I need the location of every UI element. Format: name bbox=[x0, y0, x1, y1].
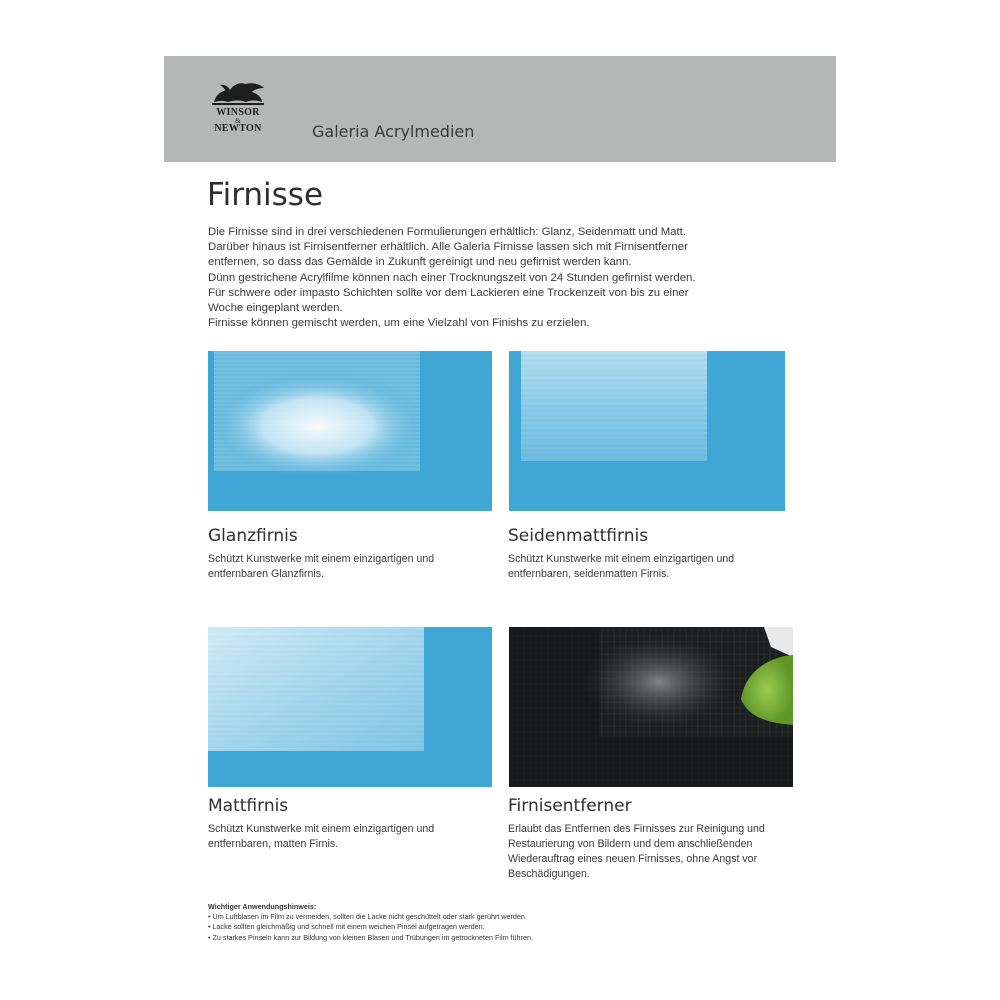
satin-varnish-sample-image bbox=[509, 351, 785, 511]
product-description-firnisentferner bbox=[508, 822, 765, 882]
header-band bbox=[164, 56, 836, 162]
varnish-remover-sample-image bbox=[509, 627, 793, 787]
description-line: Restaurierung von Bildern und dem anschließenden bbox=[508, 838, 753, 850]
usage-note-item: • Um Luftblasen im Film zu vermeiden, sollten die Lacke nicht geschüttelt oder stark gerührt werden. bbox=[208, 912, 527, 922]
product-title-seidenmattfirnis: Seidenmattfirnis bbox=[508, 526, 649, 546]
gloss-varnish-sample-image bbox=[208, 351, 492, 511]
description-line: entfernbaren, seidenmatten Firnis. bbox=[508, 568, 670, 580]
logo-text-newton: NEWTON bbox=[214, 123, 262, 134]
usage-notes-title: Wichtiger Anwendungshinweis: bbox=[208, 902, 317, 911]
intro-line: Woche eingeplant werden. bbox=[208, 302, 343, 315]
winsor-newton-logo bbox=[204, 78, 272, 142]
intro-line: Die Firnisse sind in drei verschiedenen Formulierungen erhältlich: Glanz, Seidenmatt und Matt. bbox=[208, 226, 687, 238]
logo-text-amp: & bbox=[235, 117, 241, 125]
griffin-icon bbox=[208, 78, 268, 108]
usage-note-item: • Zu starkes Pinseln kann zur Bildung von kleinen Blasen und Trübungen im getrockneten Film führen. bbox=[208, 932, 533, 942]
description-line: Beschädigungen. bbox=[508, 868, 590, 880]
matte-varnish-sample-image bbox=[208, 627, 492, 787]
intro-line: Für schwere oder impasto Schichten sollte vor dem Lackieren eine Trockenzeit von bis zu einer bbox=[208, 286, 689, 299]
product-title-firnisentferner: Firnisentferner bbox=[508, 796, 632, 816]
product-description-glanzfirnis bbox=[208, 552, 434, 582]
description-line: entfernbaren Glanzfirnis. bbox=[208, 568, 325, 580]
usage-notes bbox=[208, 902, 768, 943]
product-title-mattfirnis: Mattfirnis bbox=[208, 796, 289, 816]
intro-line: Dünn gestrichene Acrylfilme können nach einer Trocknungszeit von 24 Stunden gefirnist werden. bbox=[208, 271, 696, 284]
description-line: Wiederauftrag eines neuen Firnisses, ohne Angst vor bbox=[508, 853, 758, 865]
product-description-mattfirnis bbox=[208, 822, 434, 852]
intro-line: Darüber hinaus ist Firnisentferner erhältlich. Alle Galeria Firnisse lassen sich mit Firnisentferner bbox=[208, 241, 688, 254]
header-title: Galeria Acrylmedien bbox=[312, 122, 475, 141]
description-line: Schützt Kunstwerke mit einem einzigartigen und bbox=[208, 823, 435, 835]
product-title-glanzfirnis: Glanzfirnis bbox=[208, 526, 298, 546]
page-title: Firnisse bbox=[207, 177, 324, 213]
description-line: Schützt Kunstwerke mit einem einzigartigen und bbox=[208, 553, 435, 565]
logo-text-winsor: WINSOR bbox=[216, 107, 260, 118]
description-line: Schützt Kunstwerke mit einem einzigartigen und bbox=[508, 553, 735, 565]
product-description-seidenmattfirnis bbox=[508, 552, 734, 582]
intro-text bbox=[208, 225, 798, 331]
description-line: Erlaubt das Entfernen des Firnisses zur Reinigung und bbox=[508, 823, 765, 835]
intro-line: entfernen, so dass das Gemälde in Zukunft gereinigt und neu gefirnist werden kann. bbox=[208, 256, 632, 269]
description-line: entfernbaren, matten Firnis. bbox=[208, 838, 339, 850]
intro-line: Firnisse können gemischt werden, um eine Vielzahl von Finishs zu erzielen. bbox=[208, 317, 590, 330]
usage-note-item: • Lacke sollten gleichmäßig und schnell mit einem weichen Pinsel aufgetragen werden. bbox=[208, 922, 485, 932]
